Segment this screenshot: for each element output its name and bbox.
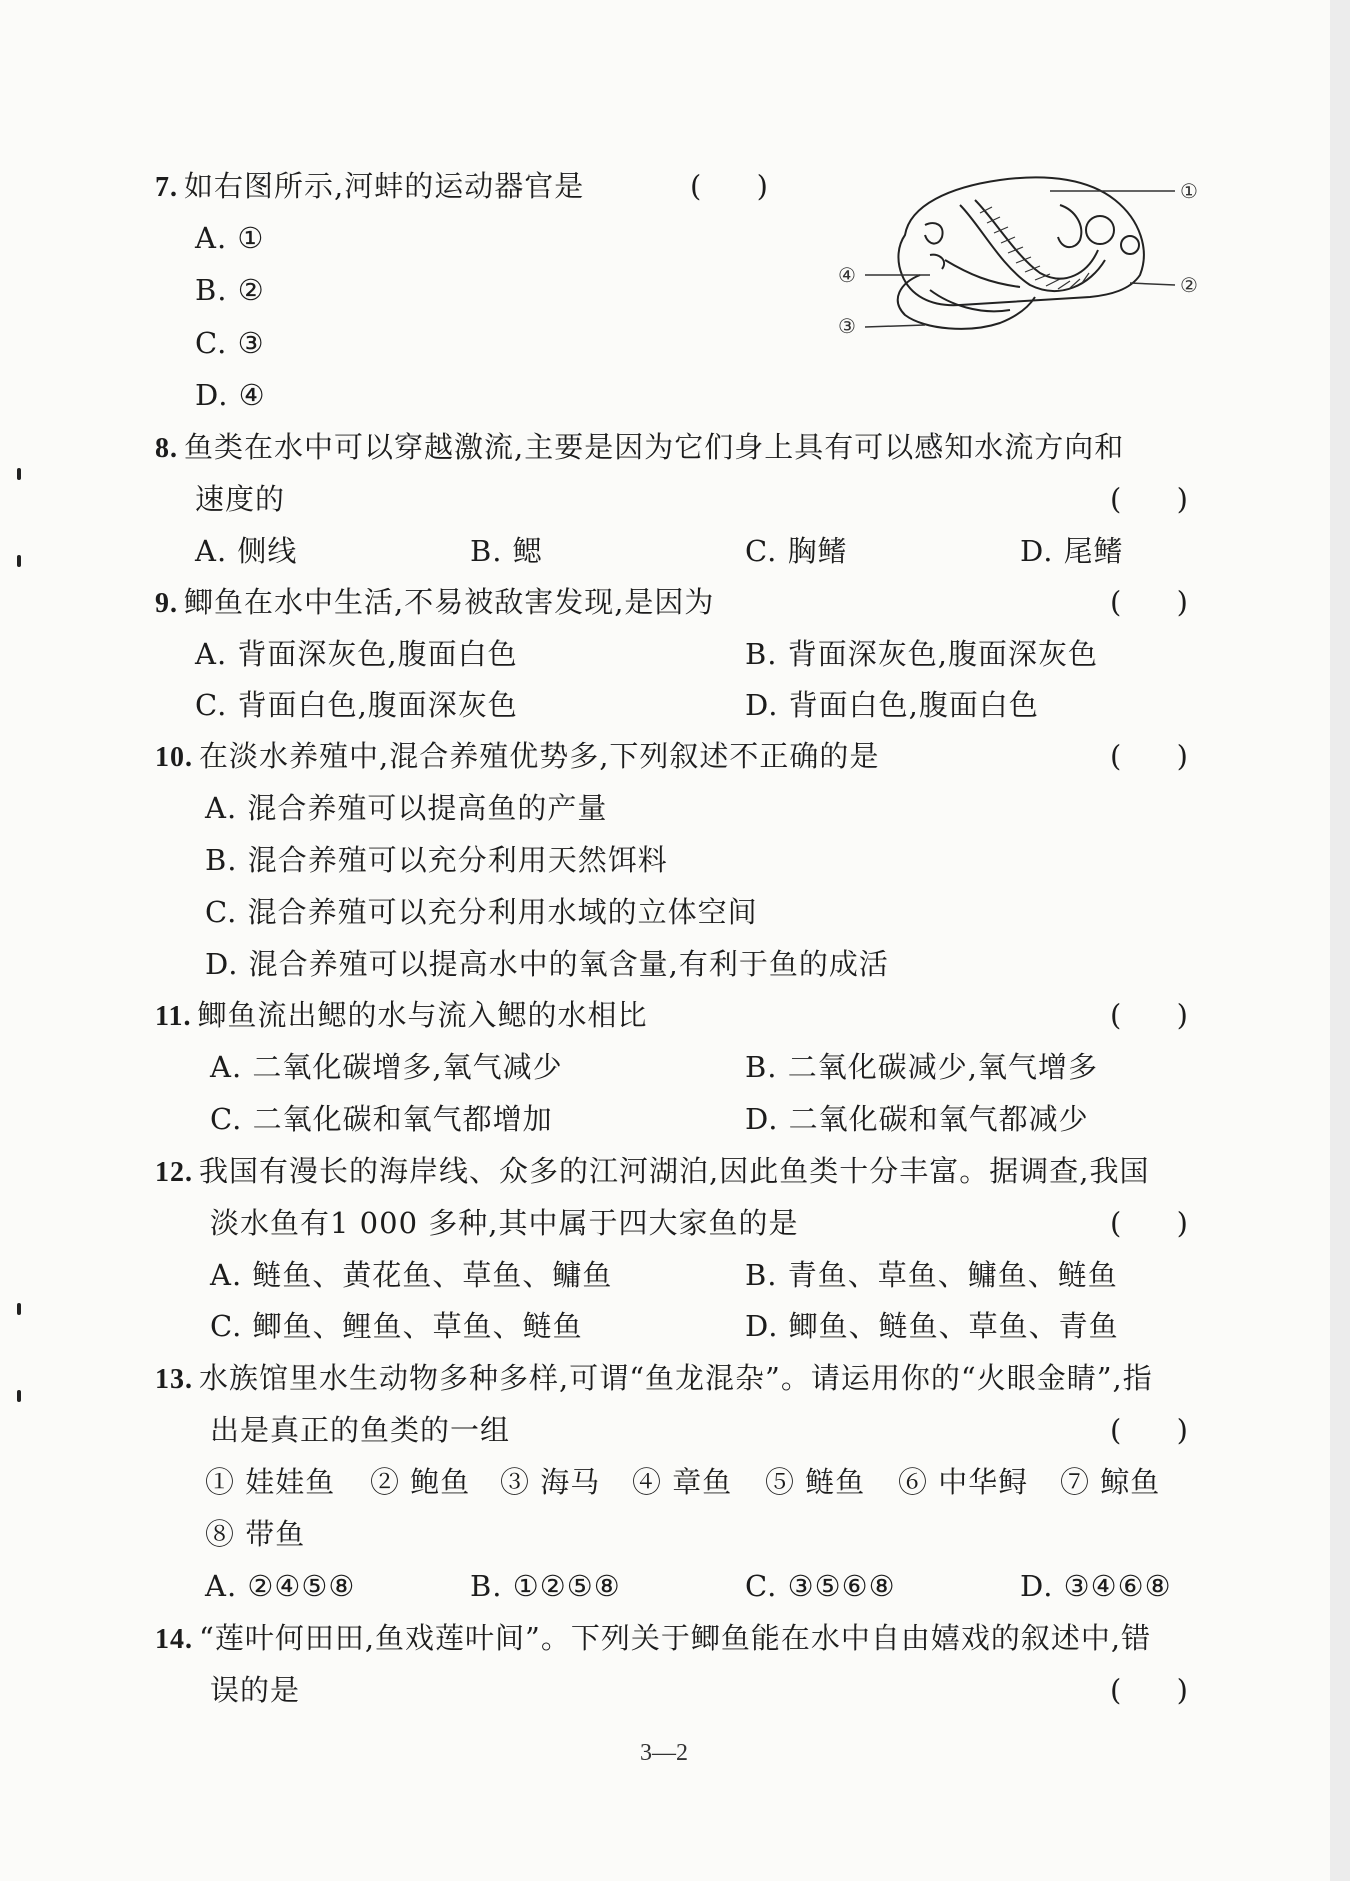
answer-blank[interactable]: ( ): [1110, 1206, 1188, 1240]
option-d: D. 尾鳍: [1020, 534, 1124, 568]
margin-mark: [17, 468, 21, 480]
question-number: 8.: [155, 433, 178, 464]
question-13-stem: [155, 1360, 1153, 1398]
option-d: D. ③④⑥⑧: [1020, 1569, 1172, 1603]
option-c: C. 混合养殖可以充分利用水域的立体空间: [205, 895, 758, 929]
question-12-stem: [155, 1153, 1149, 1191]
option-b: B. ①②⑤⑧: [470, 1569, 621, 1603]
question-12-stem-cont: 淡水鱼有1 000 多种,其中属于四大家鱼的是: [210, 1206, 799, 1240]
page-number: 3—2: [640, 1740, 688, 1766]
option-a: A. 二氧化碳增多,氧气减少: [210, 1050, 563, 1084]
option-d: D. 背面白色,腹面白色: [745, 688, 1039, 722]
question-text: 如右图所示,河蚌的运动器官是: [184, 169, 585, 203]
question-text: 在淡水养殖中,混合养殖优势多,下列叙述不正确的是: [199, 739, 880, 773]
label-2: ②: [1180, 273, 1198, 297]
label-1: ①: [1180, 179, 1198, 203]
question-text: 鲫鱼流出鳃的水与流入鳃的水相比: [197, 998, 648, 1032]
option-b: B. ②: [195, 273, 265, 307]
option-d: D. 二氧化碳和氧气都减少: [745, 1102, 1089, 1136]
answer-blank[interactable]: ( ): [1110, 998, 1188, 1032]
choice-item: ④ 章鱼: [632, 1465, 733, 1499]
option-d: D. 鲫鱼、鲢鱼、草鱼、青鱼: [745, 1309, 1119, 1343]
choice-item: ⑥ 中华鲟: [898, 1465, 1029, 1499]
option-b: B. 青鱼、草鱼、鳙鱼、鲢鱼: [745, 1258, 1118, 1292]
question-text: “莲叶何田田,鱼戏莲叶间”。下列关于鲫鱼能在水中自由嬉戏的叙述中,错: [199, 1621, 1152, 1655]
option-d: D. ④: [195, 378, 266, 412]
answer-blank[interactable]: ( ): [1110, 1413, 1188, 1447]
question-11-stem: [155, 997, 647, 1035]
question-7-stem: [155, 168, 584, 206]
option-c: C. 二氧化碳和氧气都增加: [210, 1102, 553, 1136]
question-number: 10.: [155, 742, 193, 773]
question-number: 7.: [155, 172, 178, 203]
question-number: 11.: [155, 1001, 192, 1032]
label-3: ③: [838, 314, 856, 338]
mussel-diagram: [830, 165, 1210, 355]
question-number: 12.: [155, 1157, 193, 1188]
margin-mark: [17, 1303, 21, 1315]
choice-item: ① 娃娃鱼: [205, 1465, 336, 1499]
option-c: C. ③⑤⑥⑧: [745, 1569, 896, 1603]
choice-item: ② 鲍鱼: [370, 1465, 471, 1499]
margin-mark: [17, 1390, 21, 1402]
option-b: B. 鳃: [470, 534, 543, 568]
question-text: 鱼类在水中可以穿越激流,主要是因为它们身上具有可以感知水流方向和: [184, 430, 1125, 464]
question-10-stem: [155, 738, 879, 776]
option-b: B. 混合养殖可以充分利用天然饵料: [205, 843, 668, 877]
option-c: C. 背面白色,腹面深灰色: [195, 688, 518, 722]
option-b: B. 背面深灰色,腹面深灰色: [745, 637, 1098, 671]
option-c: C. 鲫鱼、鲤鱼、草鱼、鲢鱼: [210, 1309, 583, 1343]
margin-mark: [17, 555, 21, 567]
option-a: A. 鲢鱼、黄花鱼、草鱼、鳙鱼: [210, 1258, 613, 1292]
question-8-stem-cont: 速度的: [195, 482, 286, 516]
question-8-stem: [155, 429, 1124, 467]
question-14-stem-cont: 误的是: [210, 1673, 301, 1707]
page-edge: [1330, 0, 1350, 1881]
option-b: B. 二氧化碳减少,氧气增多: [745, 1050, 1098, 1084]
answer-blank[interactable]: ( ): [690, 169, 768, 203]
option-a: A. ①: [195, 221, 265, 255]
question-14-stem: [155, 1620, 1151, 1658]
question-number: 14.: [155, 1624, 193, 1655]
answer-blank[interactable]: ( ): [1110, 482, 1188, 516]
option-a: A. ②④⑤⑧: [205, 1569, 356, 1603]
choice-item: ⑧ 带鱼: [205, 1517, 306, 1551]
answer-blank[interactable]: ( ): [1110, 1673, 1188, 1707]
option-a: A. 侧线: [195, 534, 298, 568]
choice-item: ③ 海马: [500, 1465, 601, 1499]
choice-item: ⑦ 鲸鱼: [1060, 1465, 1161, 1499]
question-9-stem: [155, 584, 714, 622]
question-text: 我国有漫长的海岸线、众多的江河湖泊,因此鱼类十分丰富。据调查,我国: [199, 1154, 1150, 1188]
question-number: 9.: [155, 588, 178, 619]
answer-blank[interactable]: ( ): [1110, 739, 1188, 773]
option-c: C. ③: [195, 326, 265, 360]
option-a: A. 背面深灰色,腹面白色: [195, 637, 518, 671]
question-number: 13.: [155, 1364, 193, 1395]
question-text: 鲫鱼在水中生活,不易被敌害发现,是因为: [184, 585, 715, 619]
label-4: ④: [838, 263, 856, 287]
option-d: D. 混合养殖可以提高水中的氧含量,有利于鱼的成活: [205, 947, 889, 981]
question-text: 水族馆里水生动物多种多样,可谓“鱼龙混杂”。请运用你的“火眼金睛”,指: [199, 1361, 1153, 1395]
option-a: A. 混合养殖可以提高鱼的产量: [205, 791, 608, 825]
answer-blank[interactable]: ( ): [1110, 585, 1188, 619]
choice-item: ⑤ 鲢鱼: [765, 1465, 866, 1499]
option-c: C. 胸鳍: [745, 534, 848, 568]
question-13-stem-cont: 出是真正的鱼类的一组: [210, 1413, 511, 1447]
